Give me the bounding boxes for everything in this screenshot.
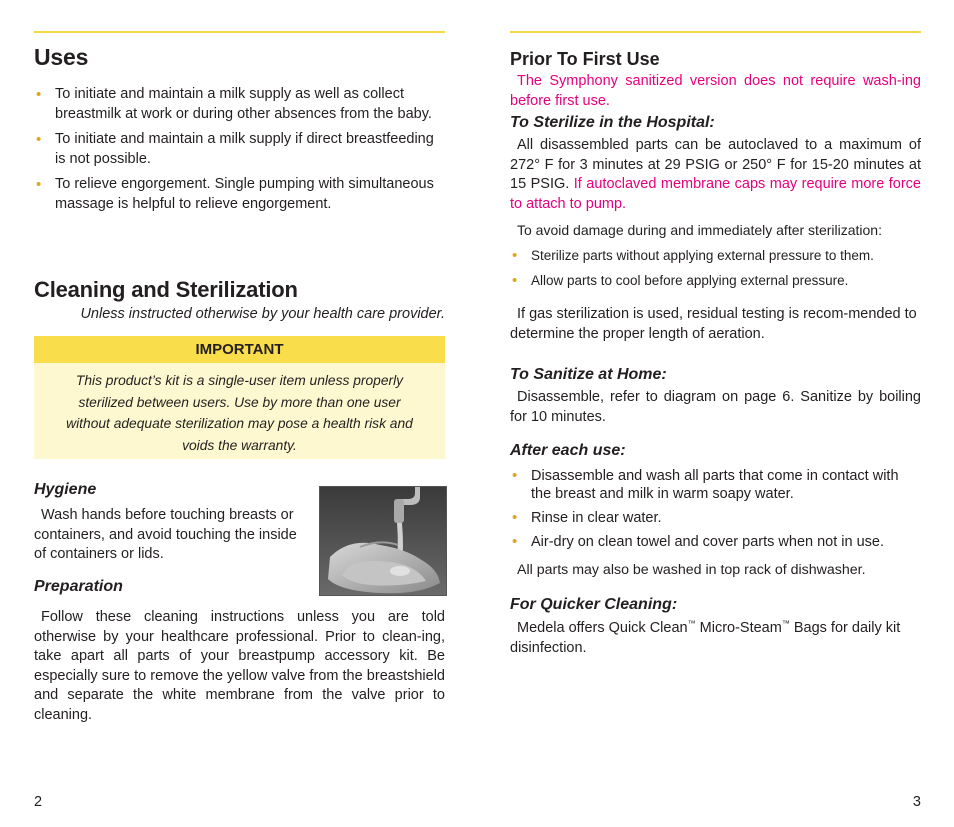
cleaning-heading: Cleaning and Sterilization <box>34 277 298 302</box>
right-page <box>510 0 921 827</box>
list-item: • To initiate and maintain a milk supply as well as collect breastmilk at work or during other absences from the baby. <box>34 85 445 124</box>
avoid-damage-paragraph: To avoid damage during and immediately after sterilization: <box>517 222 882 238</box>
home-text <box>510 388 921 427</box>
top-rule <box>510 31 921 33</box>
hospital-heading: To Sterilize in the Hospital: <box>510 114 715 131</box>
gas-sterilization-text <box>510 305 921 344</box>
prior-note-text: The Symphony sanitized version does not require wash-ing before first use. <box>510 73 921 109</box>
quicker-text <box>510 619 921 658</box>
list-item: • Rinse in clear water. <box>510 509 921 527</box>
preparation-paragraph: Follow these cleaning instructions unless you are told otherwise by your healthcare professional. Prior to clean-ing, take apart all parts of your breastpump accessory kit. Be especially sure to remove the yellow valve from the breastshield and separate the white membrane from the valve prior to cleaning. <box>34 609 445 723</box>
after-use-list <box>510 467 921 557</box>
home-paragraph: Disassemble, refer to diagram on page 6. Sanitize by boiling for 10 minutes. <box>510 389 921 425</box>
important-box <box>34 336 445 459</box>
list-item: • Sterilize parts without applying external pressure to them. <box>510 246 921 265</box>
cleaning-subtitle: Unless instructed otherwise by your health care provider. <box>80 306 445 322</box>
prior-heading: Prior To First Use <box>510 49 660 69</box>
page-number: 2 <box>34 794 43 810</box>
preparation-heading: Preparation <box>34 578 123 595</box>
prior-note <box>510 72 921 111</box>
list-item: • Allow parts to cool before applying external pressure. <box>510 271 921 290</box>
important-text: This product’s kit is a single-user item unless properly sterilized between users. Use by more than one user without adequate sterilization may pose a health risk and voids the warranty. <box>66 373 413 453</box>
bags-text: Bags for daily kit disinfection. <box>510 620 901 656</box>
list-item: • To initiate and maintain a milk supply if direct breastfeeding is not possible. <box>34 130 445 169</box>
uses-list <box>34 85 445 220</box>
top-rule <box>34 31 445 33</box>
left-page <box>34 0 445 827</box>
dishwasher-text <box>510 561 921 581</box>
list-item: • To relieve engorgement. Single pumping with simultaneous massage is helpful to relieve engorgement. <box>34 175 445 214</box>
list-item: • Disassemble and wash all parts that come in contact with the breast and milk in warm soapy water. <box>510 467 921 503</box>
uses-heading: Uses <box>34 44 89 70</box>
dishwasher-paragraph: All parts may also be washed in top rack of dishwasher. <box>517 562 866 578</box>
trademark-mark: ™ <box>781 619 790 629</box>
important-label: IMPORTANT <box>34 336 445 363</box>
avoid-damage-text <box>510 221 921 241</box>
quick-clean-text: Medela offers Quick Clean <box>517 620 688 636</box>
after-heading: After each use: <box>510 442 626 459</box>
sterilization-list <box>510 246 921 296</box>
quicker-heading: For Quicker Cleaning: <box>510 596 678 613</box>
list-item: • Air-dry on clean towel and cover parts when not in use. <box>510 533 921 551</box>
hygiene-heading: Hygiene <box>34 481 97 498</box>
preparation-text <box>34 608 445 725</box>
hygiene-paragraph: Wash hands before touching breasts or containers, and avoid touching the inside of containers or lids. <box>34 507 297 562</box>
hygiene-text <box>34 506 309 565</box>
gas-paragraph: If gas sterilization is used, residual testing is recom-mended to determine the proper length of aeration. <box>510 306 917 342</box>
autoclave-warning: If autoclaved membrane caps may require more force to attach to pump. <box>510 176 921 212</box>
autoclave-text: All disassembled parts can be autoclaved to a maximum of 272° F for 3 minutes at 29 PSIG or 250° F for 15-20 minutes at 15 PSIG. <box>510 137 921 192</box>
trademark-mark: ™ <box>687 619 696 629</box>
hospital-text <box>510 136 921 214</box>
page-number: 3 <box>912 794 921 810</box>
micro-steam-text: Micro-Steam <box>695 620 782 636</box>
home-heading: To Sanitize at Home: <box>510 366 667 383</box>
